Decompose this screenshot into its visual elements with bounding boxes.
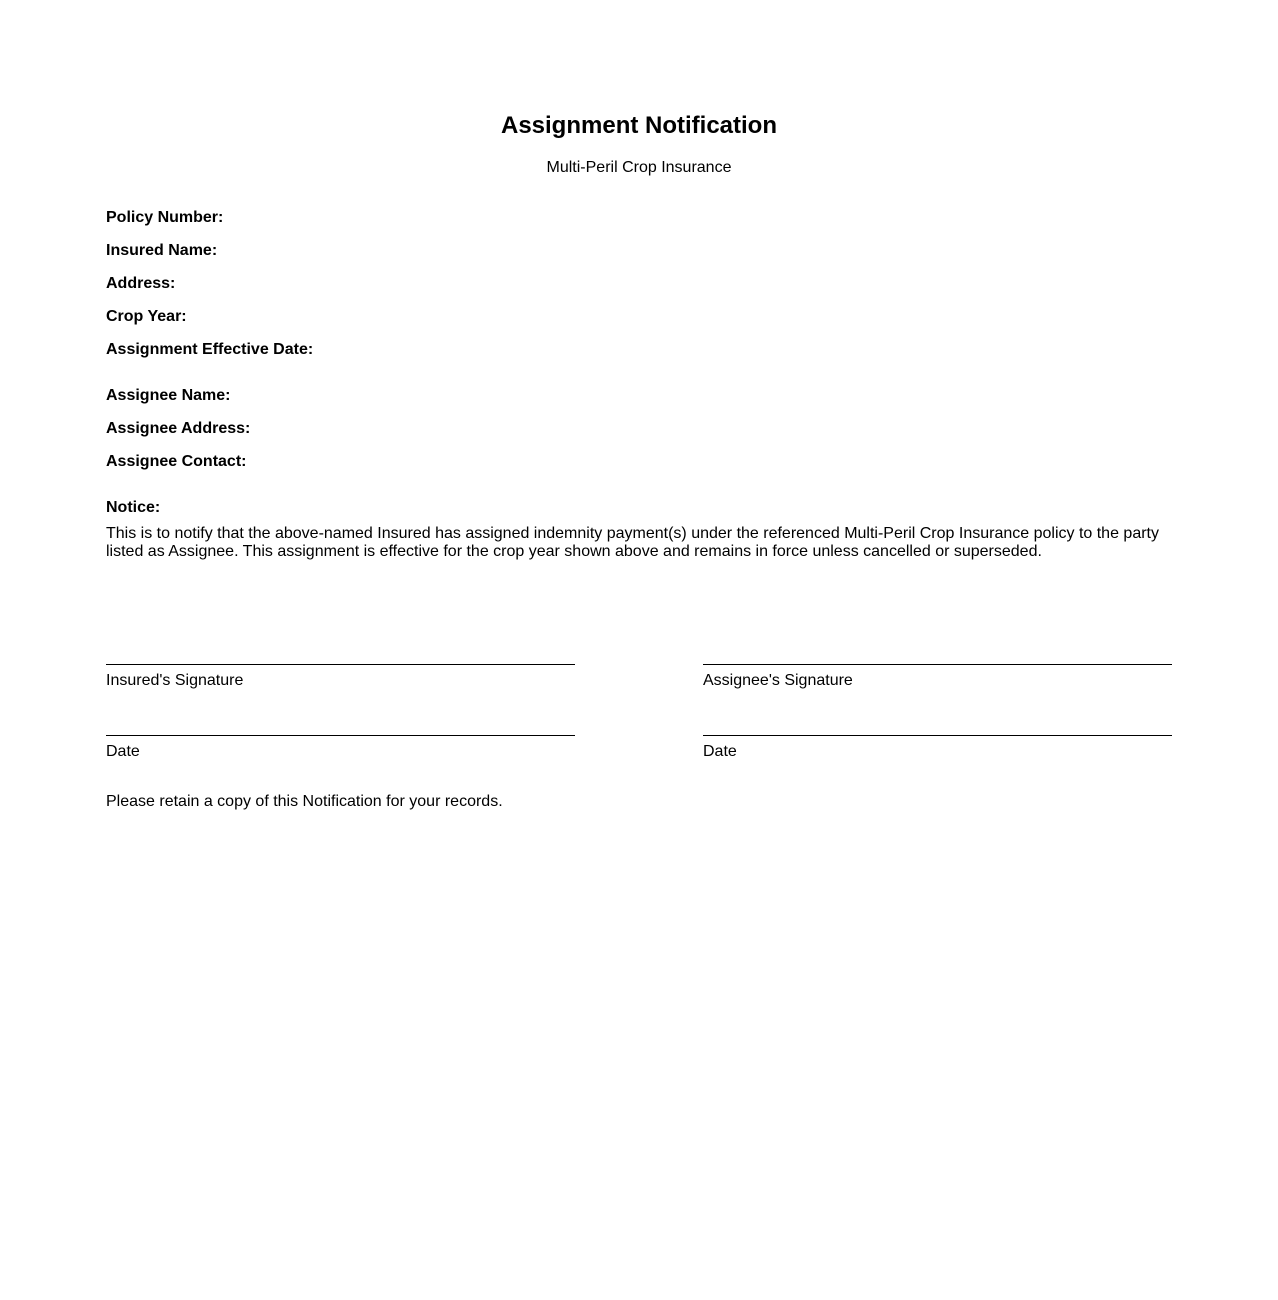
notice-text: This is to notify that the above-named Insured has assigned indemnity payment(s) under the referenced Multi-Peril Crop Insurance policy to the party listed as Assignee. This assignment is effective for the crop year shown above and remains in force unless cancelled or superseded. [106, 525, 1159, 560]
assignee-address-label: Assignee Address: [106, 420, 251, 437]
policy-number-label: Policy Number: [106, 209, 224, 226]
assignee-name-label: Assignee Name: [106, 387, 231, 404]
assignee-signature-line[interactable] [703, 664, 1172, 665]
assignee-date-label: Date [703, 743, 737, 760]
notice-heading: Notice: [106, 499, 161, 516]
assignee-contact-label: Assignee Contact: [106, 453, 247, 470]
assignee-date-line[interactable] [703, 735, 1172, 736]
assignee-signature-label: Assignee's Signature [703, 672, 853, 689]
insured-signature-line[interactable] [106, 664, 575, 665]
insured-date-label: Date [106, 743, 140, 760]
page-subtitle: Multi-Peril Crop Insurance [546, 159, 732, 176]
page-title: Assignment Notification [500, 112, 777, 139]
insured-signature-label: Insured's Signature [106, 672, 244, 689]
address-label: Address: [106, 275, 176, 292]
retain-copy-note: Please retain a copy of this Notification for your records. [106, 793, 503, 810]
crop-year-label: Crop Year: [106, 308, 187, 325]
insured-name-label: Insured Name: [106, 242, 218, 259]
assignment-effective-date-label: Assignment Effective Date: [106, 341, 314, 358]
insured-date-line[interactable] [106, 735, 575, 736]
